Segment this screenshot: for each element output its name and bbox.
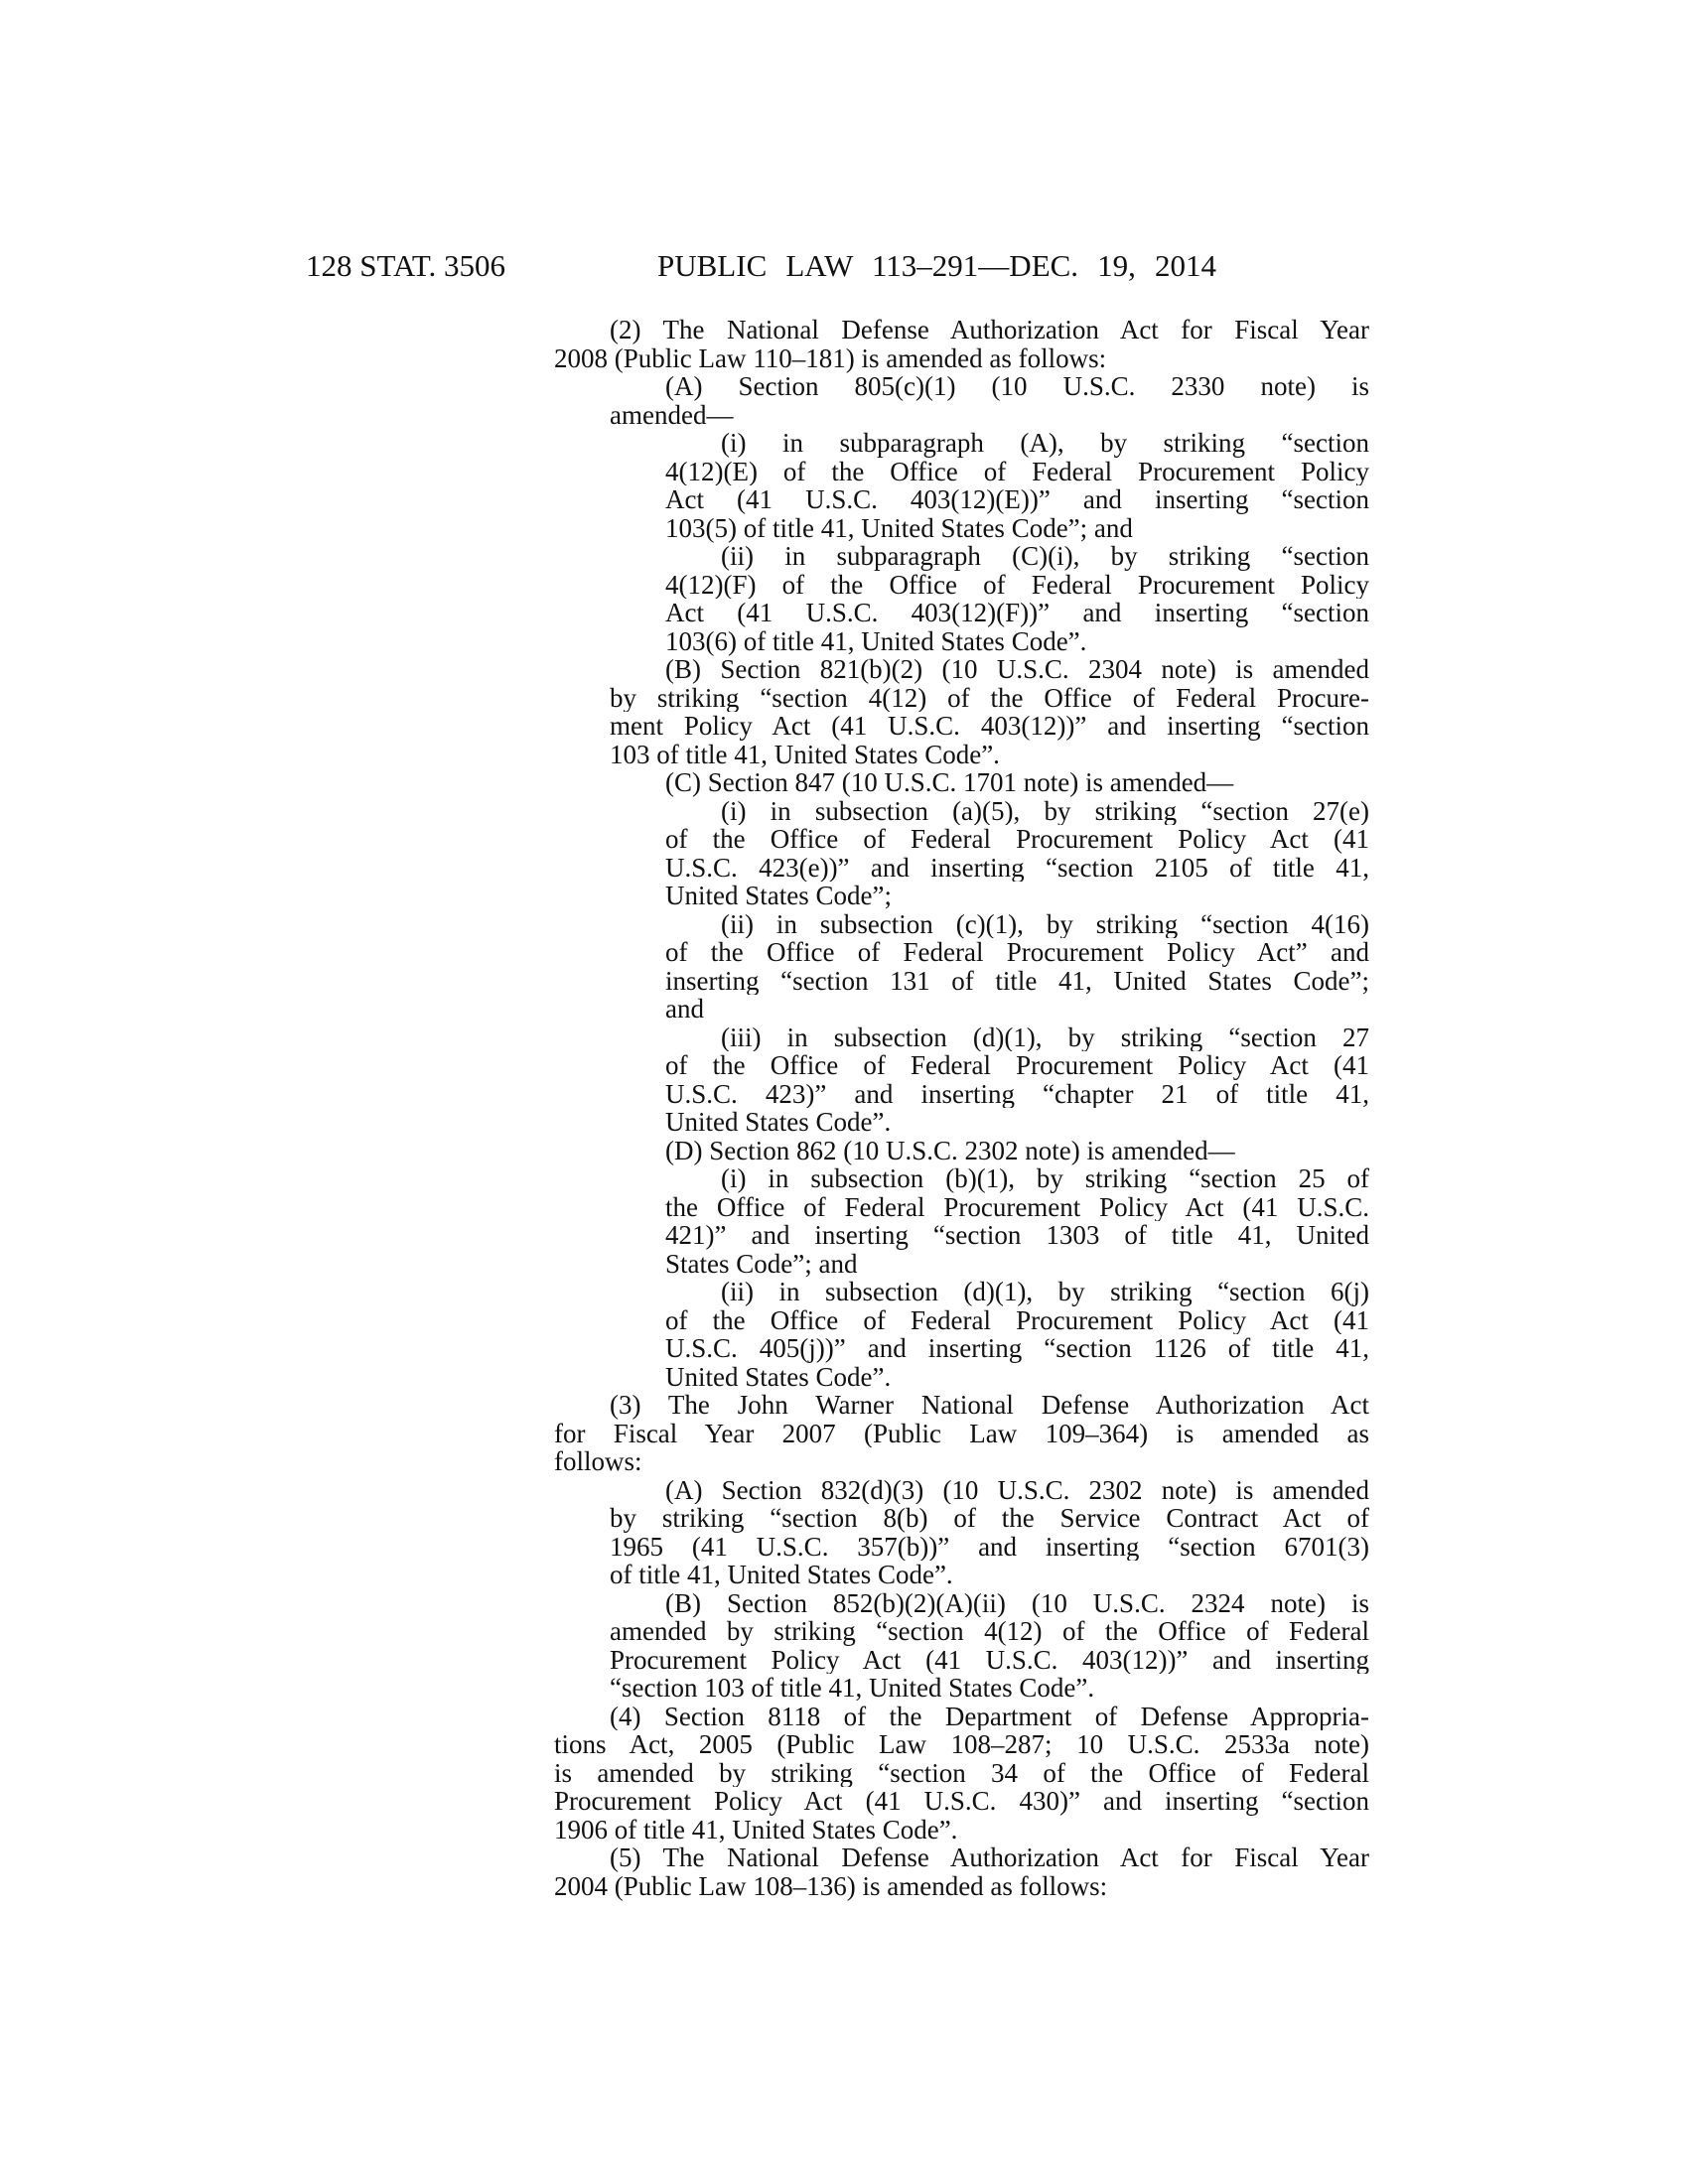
text-line: (i) in subsection (a)(5), by striking “section 27(e) — [721, 796, 1369, 825]
text-line: the Office of Federal Procurement Policy Act (41 U.S.C. — [665, 1192, 1369, 1221]
text-line: 1965 (41 U.S.C. 357(b))” and inserting “section 6701(3) — [610, 1532, 1369, 1561]
text-line: 4(12)(E) of the Office of Federal Procurement Policy — [665, 457, 1369, 485]
amendment-paragraph — [554, 1476, 1369, 1589]
amendment-paragraph — [554, 542, 1369, 655]
text-line: 103(6) of title 41, United States Code”. — [665, 625, 1087, 656]
text-line: (ii) in subparagraph (C)(i), by striking “section — [721, 542, 1369, 571]
text-line: (4) Section 8118 of the Department of Defense Appropria- — [610, 1702, 1369, 1730]
amendment-paragraph — [554, 316, 1369, 372]
running-title: PUBLIC LAW 113–291—DEC. 19, 2014 — [657, 248, 1216, 283]
amendment-paragraph — [554, 1589, 1369, 1703]
text-line: 103(5) of title 41, United States Code”; and — [665, 512, 1133, 543]
text-line: (3) The John Warner National Defense Authorization Act — [610, 1391, 1369, 1420]
text-line: (C) Section 847 (10 U.S.C. 1701 note) is amended— — [665, 767, 1234, 797]
text-line: States Code”; and — [665, 1248, 858, 1279]
text-line: 2004 (Public Law 108–136) is amended as follows: — [554, 1870, 1108, 1901]
amendment-paragraph — [554, 1164, 1369, 1278]
text-line: (A) Section 805(c)(1) (10 U.S.C. 2330 note) is — [665, 372, 1369, 401]
text-line: (B) Section 821(b)(2) (10 U.S.C. 2304 note) is amended — [665, 655, 1369, 684]
amendment-paragraph — [554, 1391, 1369, 1476]
text-line: is amended by striking “section 34 of the Office of Federal — [554, 1758, 1369, 1787]
amendment-paragraph — [554, 655, 1369, 768]
text-line: amended by striking “section 4(12) of the Office of Federal — [610, 1617, 1369, 1646]
text-line: United States Code”. — [665, 1361, 892, 1392]
text-line: (5) The National Defense Authorization Act for Fiscal Year — [610, 1843, 1369, 1872]
amendment-paragraph — [554, 797, 1369, 910]
amendment-paragraph — [554, 768, 1369, 797]
text-line: (i) in subparagraph (A), by striking “section — [721, 429, 1369, 458]
amendment-paragraph — [554, 372, 1369, 429]
text-line: U.S.C. 423(e))” and inserting “section 2105 of title 41, — [665, 853, 1369, 882]
text-line: (ii) in subsection (d)(1), by striking “section 6(j) — [721, 1278, 1369, 1306]
text-line: for Fiscal Year 2007 (Public Law 109–364) is amended as — [554, 1419, 1369, 1447]
amendment-paragraph — [554, 1278, 1369, 1391]
text-line: inserting “section 131 of title 41, United States Code”; — [665, 966, 1369, 995]
text-line: of the Office of Federal Procurement Policy Act” and — [665, 938, 1369, 967]
text-line: 4(12)(F) of the Office of Federal Procurement Policy — [665, 570, 1369, 599]
text-line: 2008 (Public Law 110–181) is amended as follows: — [554, 342, 1107, 373]
text-line: 103 of title 41, United States Code”. — [610, 739, 1000, 769]
text-line: United States Code”. — [665, 1107, 892, 1137]
text-line: (2) The National Defense Authorization Act for Fiscal Year — [610, 316, 1369, 344]
amendment-paragraph — [554, 1703, 1369, 1844]
amendment-paragraph — [554, 1024, 1369, 1137]
text-line: by striking “section 8(b) of the Service Contract Act of — [610, 1504, 1369, 1533]
text-line: (A) Section 832(d)(3) (10 U.S.C. 2302 note) is amended — [665, 1475, 1369, 1504]
text-line: (i) in subsection (b)(1), by striking “section 25 of — [721, 1164, 1369, 1193]
text-line: (iii) in subsection (d)(1), by striking “section 27 — [721, 1023, 1369, 1051]
text-line: of the Office of Federal Procurement Policy Act (41 — [665, 1305, 1369, 1334]
amendment-paragraph — [554, 1137, 1369, 1165]
text-line: and — [665, 994, 704, 1024]
text-line: Procurement Policy Act (41 U.S.C. 403(12))” and inserting — [610, 1645, 1369, 1674]
text-line: U.S.C. 423)” and inserting “chapter 21 of title 41, — [665, 1079, 1369, 1108]
text-line: tions Act, 2005 (Public Law 108–287; 10 U.S.C. 2533a note) — [554, 1730, 1369, 1759]
text-line: “section 103 of title 41, United States Code”. — [610, 1673, 1095, 1703]
text-line: 421)” and inserting “section 1303 of title 41, United — [665, 1221, 1369, 1250]
text-line: (ii) in subsection (c)(1), by striking “section 4(16) — [721, 909, 1369, 938]
text-line: of title 41, United States Code”. — [610, 1560, 953, 1589]
text-line: Procurement Policy Act (41 U.S.C. 430)” and inserting “section — [554, 1787, 1369, 1816]
text-line: Act (41 U.S.C. 403(12)(E))” and inserting “section — [665, 485, 1369, 514]
text-line: amended— — [610, 399, 734, 430]
text-line: (D) Section 862 (10 U.S.C. 2302 note) is amended— — [665, 1135, 1235, 1165]
text-line: (B) Section 852(b)(2)(A)(ii) (10 U.S.C. 2324 note) is — [665, 1588, 1369, 1617]
statute-body — [554, 316, 1369, 1900]
text-line: United States Code”; — [665, 881, 892, 910]
amendment-paragraph — [554, 429, 1369, 542]
text-line: ment Policy Act (41 U.S.C. 403(12))” and inserting “section — [610, 712, 1369, 741]
text-line: follows: — [554, 1446, 642, 1476]
amendment-paragraph — [554, 1843, 1369, 1900]
text-line: by striking “section 4(12) of the Office of Federal Procure- — [610, 683, 1369, 712]
text-line: Act (41 U.S.C. 403(12)(F))” and inserting “section — [665, 599, 1369, 627]
amendment-paragraph — [554, 910, 1369, 1024]
text-line: of the Office of Federal Procurement Policy Act (41 — [665, 1051, 1369, 1080]
text-line: of the Office of Federal Procurement Policy Act (41 — [665, 825, 1369, 854]
text-line: 1906 of title 41, United States Code”. — [554, 1814, 958, 1844]
stat-page-number: 128 STAT. 3506 — [306, 248, 506, 283]
text-line: U.S.C. 405(j))” and inserting “section 1126 of title 41, — [665, 1334, 1369, 1363]
